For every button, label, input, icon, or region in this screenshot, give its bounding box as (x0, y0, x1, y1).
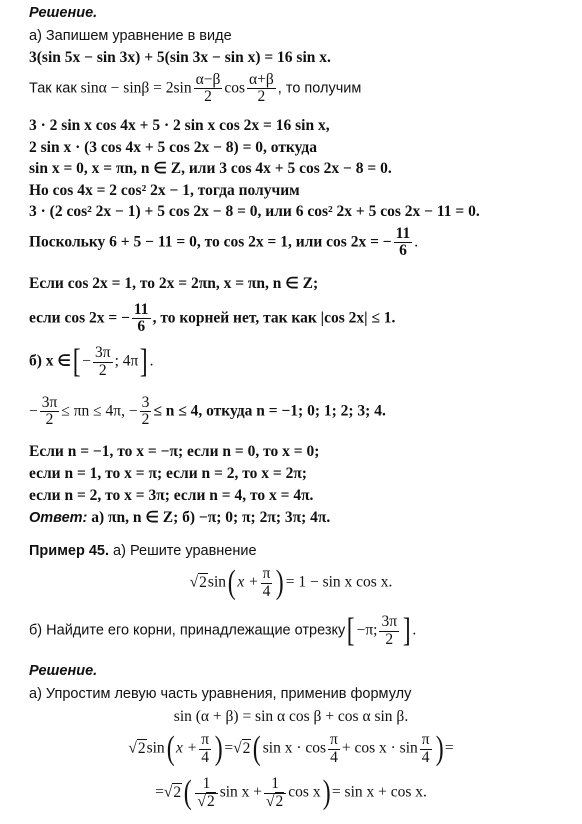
text: = (444, 739, 454, 757)
equation-line: sin x = 0, x = πn, n ∈ Z, или 3 cos 4x + 5 cos 2x − 8 = 0. (29, 160, 392, 177)
bracket: ] (140, 343, 148, 380)
text: ≤ n ≤ 4, откуда n = −1; 0; 1; 2; 3; 4. (153, 402, 386, 420)
derivation-line-1 (0, 732, 582, 766)
sqrt-sign: √ (163, 783, 173, 801)
solution-heading-2: Решение. (29, 663, 98, 679)
sqrt (137, 741, 147, 757)
text-line: а) Упростим левую часть уравнения, применив формулу (29, 686, 412, 702)
text: = 1 − sin x cos x. (285, 573, 393, 591)
equation-line: 3(sin 5x − sin 3x) + 5(sin 3x − sin x) = 16 sin x. (29, 49, 331, 66)
radicand: 2 (173, 783, 182, 801)
denominator: 4 (262, 582, 271, 600)
formula-line: sin (α + β) = sin α cos β + cos α sin β. (173, 708, 409, 725)
fraction (328, 732, 340, 766)
bracket: [ (72, 343, 81, 380)
numerator: π (262, 565, 271, 583)
fraction (199, 732, 211, 766)
denominator: √2 (266, 792, 284, 810)
equation-line: 3 · 2 sin x cos 4x + 5 · 2 sin x cos 2x = 16 sin x, (29, 117, 330, 134)
sqrt (172, 785, 182, 801)
denominator: 4 (201, 748, 210, 766)
text: если cos 2x = − (29, 309, 130, 327)
equation-line (29, 302, 395, 336)
paren: ) (435, 730, 444, 767)
denominator: 2 (45, 411, 54, 429)
fraction (247, 72, 276, 106)
denominator: 4 (421, 748, 430, 766)
numerator: 3 (141, 394, 150, 411)
identity-line (29, 72, 361, 106)
fraction (195, 776, 217, 810)
numerator: α+β (249, 71, 274, 88)
text: б) x ∈ (29, 352, 71, 370)
radicand: 2 (206, 792, 215, 810)
text: ≤ πn ≤ 4π, − (61, 402, 138, 420)
denominator: √2 (197, 792, 215, 810)
fraction (420, 732, 432, 766)
numerator: α−β (195, 71, 221, 88)
equation-line: Но cos 4x = 2 cos² 2x − 1, тогда получим (29, 182, 300, 199)
case-line: Если n = −1, то x = −π; если n = 0, то x = 0; (29, 443, 320, 460)
equation-line: Если cos 2x = 1, то 2x = 2πn, x = πn, n ∈ Z; (29, 275, 319, 292)
fraction (140, 395, 152, 429)
denominator: 6 (399, 242, 407, 260)
denominator: 2 (141, 411, 150, 429)
fraction (264, 776, 286, 810)
bracket: [ (346, 612, 355, 649)
text: = sin x + cos x. (331, 783, 427, 801)
sqrt-sign: √ (189, 573, 199, 591)
solution-heading-1: Решение. (29, 5, 98, 21)
text: sin x + (219, 783, 263, 801)
text: − (29, 402, 38, 420)
radicand: 2 (242, 739, 251, 757)
sqrt-sign: √ (233, 739, 242, 757)
answer-label: Ответ: (29, 510, 88, 526)
paren: ) (276, 564, 285, 601)
text: − (82, 352, 91, 370)
numerator: 1 (195, 776, 217, 793)
text: . (412, 621, 417, 639)
denominator: 4 (330, 748, 338, 766)
paren: ( (166, 730, 175, 767)
denominator: 2 (98, 361, 107, 379)
text: Поскольку 6 + 5 − 11 = 0, то cos 2x = 1, или cos 2x = − (29, 233, 392, 251)
numerator: 11 (395, 225, 411, 242)
numerator: 11 (133, 301, 149, 318)
text: = (155, 783, 164, 801)
numerator: 1 (264, 776, 286, 793)
task-b-line (29, 614, 416, 648)
numerator: 3π (41, 394, 58, 411)
text: = (224, 739, 234, 757)
text: sin (207, 573, 227, 591)
case-line: если n = 2, то x = 3π; если n = 4, то x = 4π. (29, 487, 314, 504)
text: , то получим (277, 80, 362, 97)
text: ; 4π (114, 352, 139, 370)
task-text: б) Найдите его корни, принадлежащие отрезку (29, 622, 346, 639)
numerator: 3π (381, 613, 398, 631)
inequality-line (29, 395, 386, 429)
answer-text: а) πn, n ∈ Z; б) −π; 0; π; 2π; 3π; 4π. (87, 509, 331, 526)
equation-line (29, 226, 418, 260)
paren: ( (183, 774, 192, 811)
fraction (132, 302, 151, 336)
fraction (379, 614, 399, 648)
answer-line (29, 510, 330, 526)
text: , то корней нет, так как |cos 2x| ≤ 1. (152, 309, 396, 327)
equation-line: 2 sin x · (3 cos 4x + 5 cos 2x − 8) = 0, откуда (29, 139, 318, 156)
text: . (414, 233, 419, 251)
fraction (40, 395, 60, 429)
radicand: 2 (275, 792, 284, 810)
fraction (93, 345, 113, 379)
denominator: 6 (137, 318, 146, 336)
text: sin x · cos (262, 739, 327, 757)
radicand: 2 (137, 739, 146, 757)
text-line: а) Запишем уравнение в виде (29, 28, 232, 44)
paren: ) (214, 730, 223, 767)
derivation-line-2 (0, 776, 582, 810)
text: Так как (29, 80, 77, 97)
paren: ( (227, 564, 236, 601)
text: sin (146, 739, 165, 757)
case-line: если n = 1, то x = π; если n = 2, то x = 2π; (29, 465, 307, 482)
text: sinα − sinβ = 2sin (80, 79, 192, 97)
fraction (194, 72, 223, 106)
bracket: ] (402, 612, 411, 649)
numerator: π (201, 731, 210, 749)
denominator: 2 (204, 88, 212, 106)
text: x + (237, 573, 259, 591)
text: cos (224, 79, 246, 97)
example-title-line (29, 544, 257, 559)
task-text: а) Решите уравнение (109, 543, 257, 559)
text: −π; (356, 621, 378, 639)
numerator: π (421, 731, 430, 749)
paren: ) (322, 774, 331, 811)
radicand: 2 (199, 573, 207, 591)
sqrt (242, 741, 252, 757)
fraction (394, 226, 413, 260)
paren: ( (253, 730, 262, 767)
sqrt-sign: √ (128, 739, 137, 757)
example-title: Пример 45. (29, 543, 110, 559)
denominator: 2 (257, 88, 266, 106)
text: x + (176, 739, 198, 757)
sqrt (198, 575, 208, 591)
example-equation (0, 566, 582, 600)
fraction (261, 566, 273, 600)
text: cos x (288, 783, 321, 801)
text: + cos x · sin (341, 739, 418, 757)
interval-line: б) x ∈[ − $\frac{3\pi}{2}$ ; 4π] . (29, 343, 154, 380)
equation-line: 3 · (2 cos² 2x − 1) + 5 cos 2x − 8 = 0, или 6 cos² 2x + 5 cos 2x − 11 = 0. (29, 203, 480, 220)
numerator: 3π (95, 344, 111, 362)
denominator: 2 (385, 630, 394, 648)
numerator: π (330, 731, 338, 749)
